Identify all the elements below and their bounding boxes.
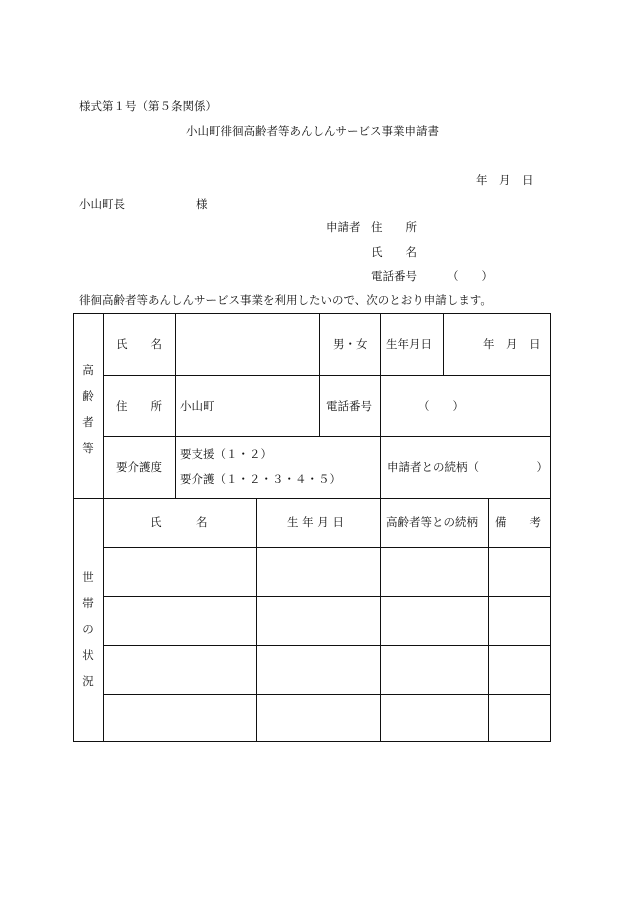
household-row-3-birth[interactable] [257, 646, 379, 694]
applicant-name-label: 氏 名 [371, 245, 417, 259]
elder-address-field[interactable]: 小山町 [180, 399, 215, 413]
addressee: 小山町長 [79, 197, 125, 211]
application-form-table [73, 313, 551, 742]
application-date[interactable]: 年 月 日 [476, 173, 534, 187]
household-header-notes: 備 考 [495, 515, 541, 529]
household-row-3-notes[interactable] [489, 646, 550, 694]
care-nursing-option[interactable]: 要介護（１・２・３・４・５） [180, 472, 341, 486]
household-row-2-name[interactable] [104, 597, 255, 645]
care-support-option[interactable]: 要支援（１・２） [180, 447, 272, 461]
form-number: 様式第１号（第５条関係） [79, 99, 217, 113]
household-row-2-birth[interactable] [257, 597, 379, 645]
household-row-4-birth[interactable] [257, 695, 379, 741]
household-row-3-relation[interactable] [381, 646, 487, 694]
elder-birth-field[interactable]: 年 月 日 [483, 337, 541, 351]
applicant-address-label: 住 所 [371, 220, 417, 234]
elder-phone-field[interactable]: （ ） [418, 399, 464, 413]
household-row-2-notes[interactable] [489, 597, 550, 645]
household-row-1-name[interactable] [104, 548, 255, 596]
applicant-phone-label: 電話番号 [371, 269, 417, 283]
household-row-4-name[interactable] [104, 695, 255, 741]
household-row-3-name[interactable] [104, 646, 255, 694]
household-row-1-notes[interactable] [489, 548, 550, 596]
household-header-relation: 高齢者等との続柄 [386, 515, 478, 529]
household-row-4-notes[interactable] [489, 695, 550, 741]
care-level-label: 要介護度 [116, 460, 162, 474]
household-row-1-relation[interactable] [381, 548, 487, 596]
elder-phone-label: 電話番号 [326, 399, 372, 413]
relation-to-applicant[interactable]: 申請者との続柄（ ） [387, 460, 548, 474]
document-title: 小山町徘徊高齢者等あんしんサービス事業申請書 [186, 124, 439, 138]
applicant-phone-field[interactable]: （ ） [447, 269, 493, 283]
honorific: 様 [196, 197, 208, 211]
elder-address-label: 住 所 [116, 399, 162, 413]
elder-name-field[interactable] [176, 315, 318, 374]
elder-birth-label: 生年月日 [386, 337, 432, 351]
household-header-birth: 生 年 月 日 [287, 515, 344, 529]
household-header-name: 氏 名 [150, 515, 208, 529]
household-section-label: 世 帯 の 状 況 [82, 570, 94, 688]
household-row-2-relation[interactable] [381, 597, 487, 645]
elder-name-label: 氏 名 [116, 337, 162, 351]
elder-section-label: 高 齢 者 等 [82, 363, 94, 455]
gender-select[interactable]: 男・女 [333, 337, 368, 351]
household-row-1-birth[interactable] [257, 548, 379, 596]
intro-text: 徘徊高齢者等あんしんサービス事業を利用したいので、次のとおり申請します。 [79, 293, 492, 307]
applicant-label: 申請者 [326, 220, 361, 234]
household-row-4-relation[interactable] [381, 695, 487, 741]
